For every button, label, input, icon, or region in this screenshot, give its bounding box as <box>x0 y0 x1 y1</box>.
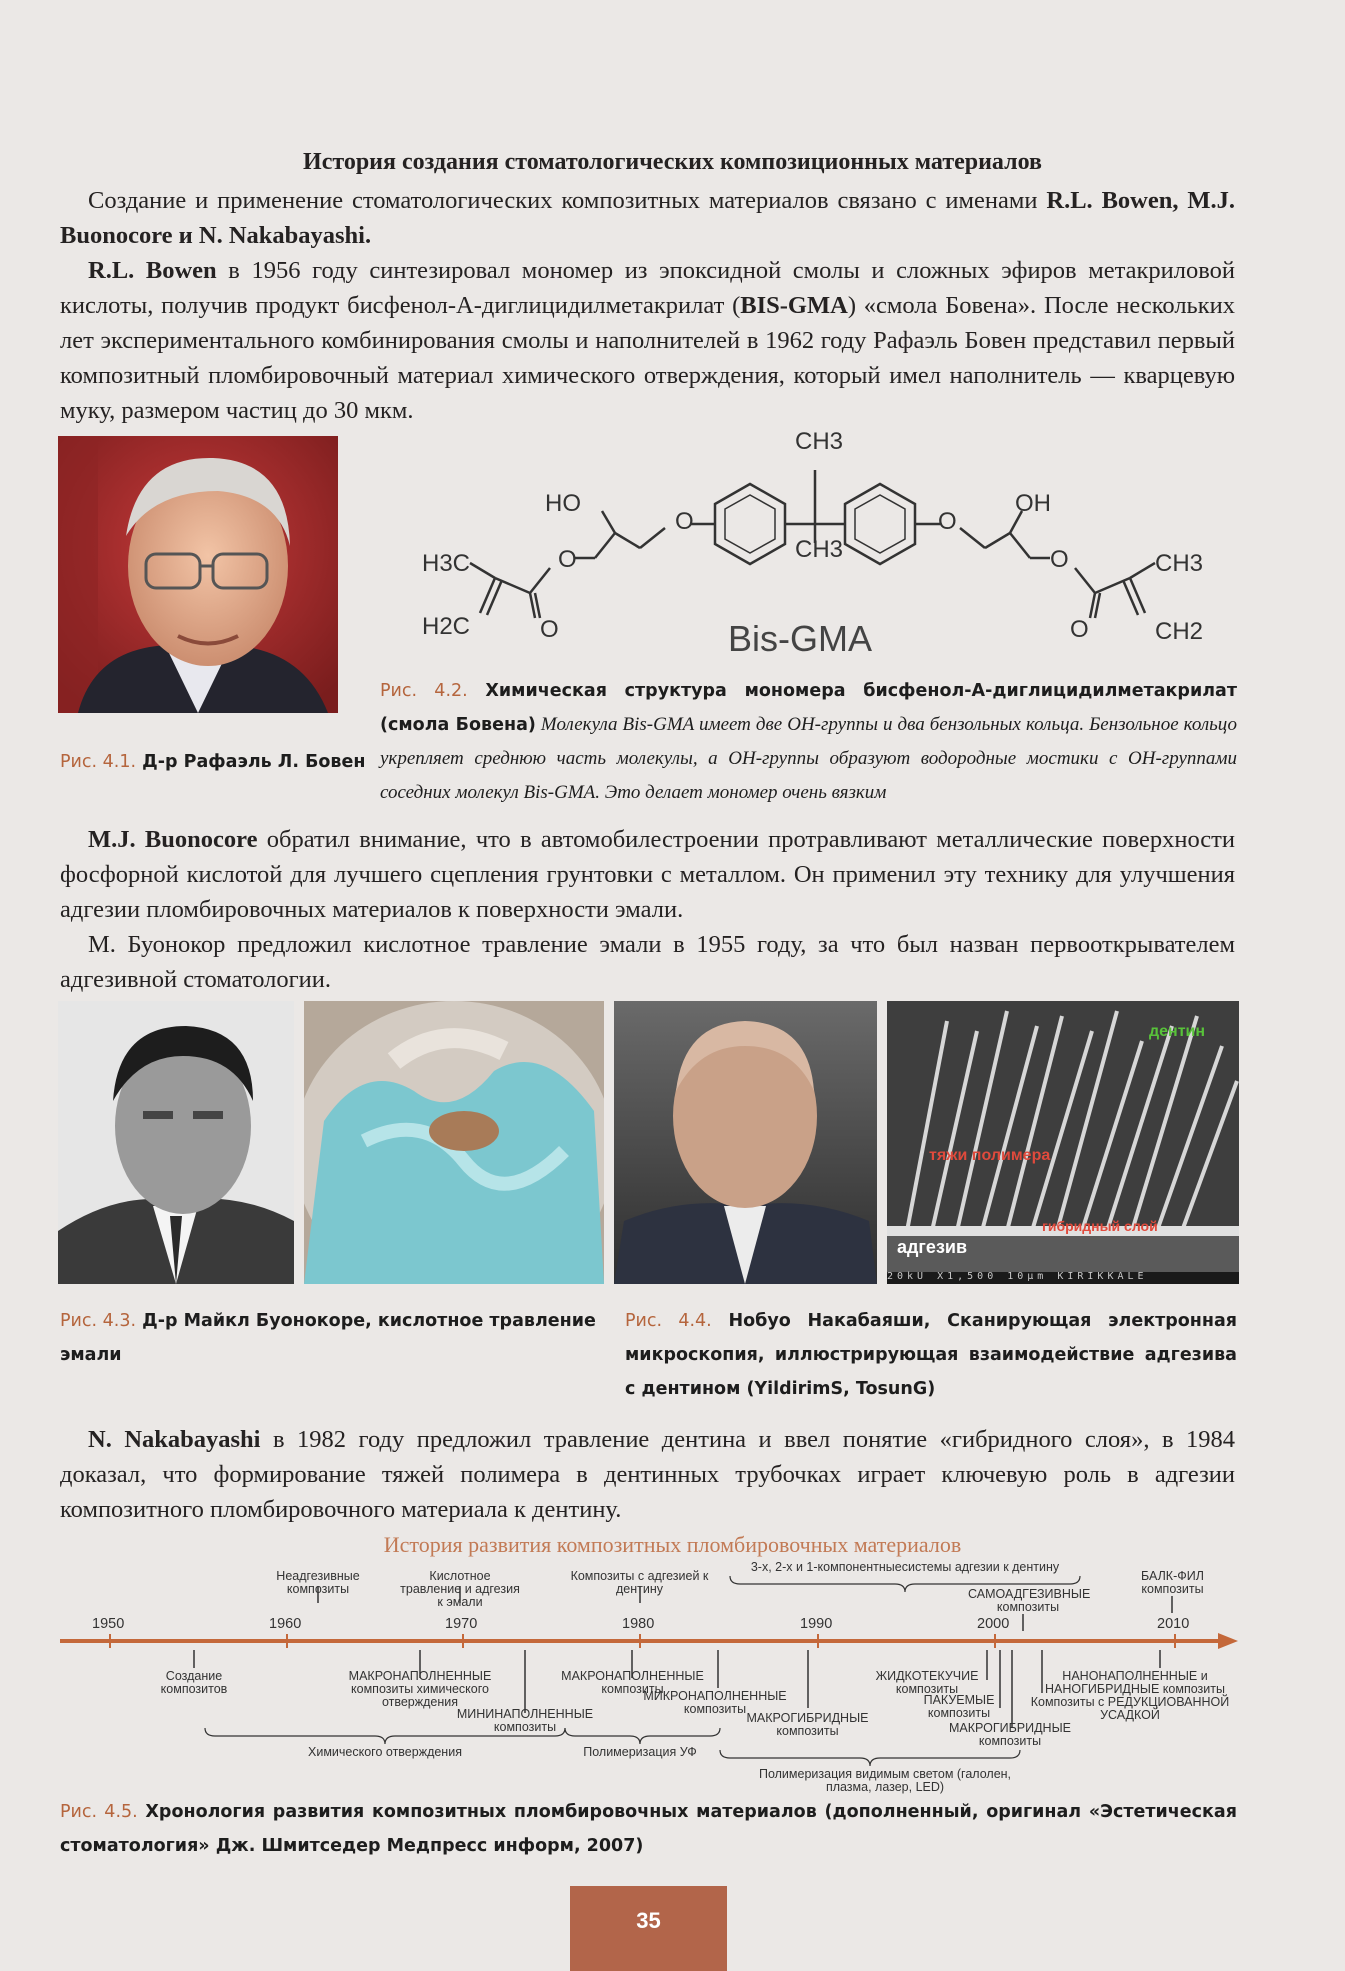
year-1960: 1960 <box>269 1616 302 1632</box>
tl-selfadhesive: САМОАДГЕЗИВНЫЕ композиты <box>968 1587 1091 1614</box>
buonocore-paragraph-2: М. Буонокор предложил кислотное травление эмали в 1955 году, за что был назван первооткрывателем адгезивной стоматологии. <box>60 931 1235 993</box>
ch3-mid: CH3 <box>795 536 844 563</box>
timeline-title: История развития композитных пломбировочных материалов <box>383 1532 962 1557</box>
tl-nano: НАНОНАПОЛНЕННЫЕ и НАНОГИБРИДНЫЕ композиты <box>1045 1669 1225 1696</box>
tl-etching: Кислотное травление и адгезия к эмали <box>400 1569 520 1609</box>
timeline-figure <box>0 1528 1345 1794</box>
o-ester-left: O <box>558 546 577 573</box>
sem-image <box>887 1001 1239 1284</box>
fig41-text: Д-р Рафаэль Л. Бовен <box>136 752 366 772</box>
fig42-italic: Молекула Bis-GMA имеет две ОН-группы и два бензольных кольца. Бензольное кольцо укрепляет среднюю часть молекулы, а ОН-группы образуют водородные мостики с ОН-группами соседних молекул Bis-GMA. Это делает мономер очень вязким <box>380 714 1238 803</box>
nakabayashi-paragraph <box>60 1422 1235 1527</box>
tl-micro: МИКРОНАПОЛНЕННЫЕ композиты <box>643 1689 787 1716</box>
sem-hybrid-label: гибридный слой <box>1042 1218 1158 1234</box>
o-carbonyl-right: O <box>1070 616 1089 643</box>
year-1990: 1990 <box>800 1616 833 1632</box>
tl-bulkfill: БАЛК-ФИЛ композиты <box>1141 1569 1204 1596</box>
section-heading: История создания стоматологических композиционных материалов <box>303 149 1042 175</box>
fig44-label: Рис. 4.4. <box>625 1311 712 1331</box>
bowen-text: в 1956 году синтезировал мономер из эпоксидной смолы и сложных эфиров метакриловой кислоты, получив продукт бисфенол-А-диглицидилметакрилат ( <box>60 257 1235 319</box>
sem-tags-label: тяжи полимера <box>929 1147 1051 1164</box>
buonocore-paragraph <box>60 822 1235 927</box>
year-2000: 2000 <box>977 1616 1010 1632</box>
buonocore-text: обратил внимание, что в автомобилестроении протравливают металлические поверхности фосфорной кислотой для лучшего сцепления грунтовки с металлом. Он применил эту технику для улучшения адгезии пломбировочных материалов к поверхности эмали. <box>60 826 1235 923</box>
tl-reduced: Композиты с РЕДУКЦИОВАННОЙ УСАДКОЙ <box>1030 1695 1230 1722</box>
year-1950: 1950 <box>92 1616 125 1632</box>
fig44-text: Нобуо Накабаяши, Сканирующая электронная микроскопия, иллюстрирующая взаимодействие адгезива с дентином (YildirimS, TosunG) <box>625 1311 1237 1399</box>
o-left: O <box>675 508 694 535</box>
h2c-label: H2C <box>422 613 471 640</box>
page-number: 35 <box>570 1886 727 1971</box>
year-2010: 2010 <box>1157 1616 1190 1632</box>
tl-nonadhesive: Неадгезивные композиты <box>276 1569 360 1596</box>
sem-dentin-label: дентин <box>1149 1023 1206 1040</box>
tl-chemcure: Химического отверждения <box>308 1745 462 1759</box>
buonocore-photo <box>58 1001 294 1284</box>
o-ester-right: O <box>1050 546 1069 573</box>
o-right: O <box>938 508 957 535</box>
nakabayashi-name: N. Nakabayashi <box>88 1426 261 1453</box>
fig45-caption <box>60 1795 1237 1863</box>
tl-systems: 3-х, 2-х и 1-компонентныесистемы адгезии к дентину <box>750 1560 1060 1574</box>
tl-macro-chem: МАКРОНАПОЛНЕННЫЕ композиты химического отверждения <box>348 1669 492 1709</box>
tl-creation: Создание композитов <box>160 1669 228 1696</box>
enamel-etching-photo <box>304 1001 604 1284</box>
fig43-text: Д-р Майкл Буонокоре, кислотное травление эмали <box>60 1311 596 1365</box>
bis-gma-name: Bis-GMA <box>728 618 872 659</box>
buonocore-name: M.J. Buonocore <box>88 826 258 853</box>
ch2-label: CH2 <box>1155 618 1204 645</box>
h3c-label: H3C <box>422 550 471 577</box>
intro-names: R.L. Bowen, M.J. Buonocore и N. Nakabayashi. <box>60 187 1235 249</box>
year-1980: 1980 <box>622 1616 655 1632</box>
oh-label: OH <box>1015 490 1051 517</box>
bowen-paragraph <box>60 253 1235 428</box>
fig41-caption <box>60 745 365 779</box>
tl-uv: Полимеризация УФ <box>583 1745 697 1759</box>
sem-adhesive-label: адгезив <box>897 1237 968 1257</box>
tl-light: Полимеризация видимым светом (галолен, плазма, лазер, LED) <box>758 1767 1012 1794</box>
intro-paragraph <box>60 183 1235 253</box>
fig42-caption <box>380 674 1237 810</box>
fig43-caption <box>60 1304 605 1372</box>
intro-text: Создание и применение стоматологических композитных материалов связано с именами <box>88 187 1038 214</box>
nakabayashi-text: в 1982 году предложил травление дентина и ввел понятие «гибридного слоя», в 1984 доказал, что формирование тяжей полимера в дентинных трубочках играет ключевую роль в адгезии композитного пломбировочного материала к дентину. <box>60 1426 1236 1523</box>
bowen-name: R.L. Bowen <box>88 257 217 284</box>
fig43-label: Рис. 4.3. <box>60 1311 137 1331</box>
bowen-text-2: ) «смола Бовена». После нескольких лет экспериментального комбинирования смолы и наполнителей в 1962 году Рафаэль Бовен представил первый композитный пломбировочный материал химического отверждения, который имел наполнитель — кварцевую муку, размером частиц до 30 мкм. <box>60 292 1235 424</box>
fig41-label: Рис. 4.1. <box>60 752 137 772</box>
ho-label: HO <box>545 490 581 517</box>
fig45-label: Рис. 4.5. <box>60 1802 138 1822</box>
tl-microhybrid: МАКРОГИБРИДНЫЕ композиты <box>949 1721 1071 1748</box>
ch3-top: CH3 <box>795 428 844 455</box>
nakabayashi-photo <box>614 1001 877 1284</box>
tl-flowable: ЖИДКОТЕКУЧИЕ композиты <box>875 1669 979 1696</box>
sem-scale-bar: 20kU X1,500 10µm KIRIKKALE <box>887 1271 1148 1282</box>
tl-adhesion-dentin: Композиты с адгезией к дентину <box>570 1569 709 1596</box>
fig45-text: Хронология развития композитных пломбировочных материалов (дополненный, оригинал «Эстетическая стоматология» Дж. Шмитседер Медпресс информ, 2007) <box>60 1802 1237 1856</box>
bis-gma-abbr: BIS-GMA <box>740 292 848 319</box>
tl-macro: МАКРОНАПОЛНЕННЫЕ композиты <box>561 1669 704 1696</box>
fig44-caption <box>625 1304 1237 1406</box>
tl-macrohybrid: МАКРОГИБРИДНЫЕ композиты <box>746 1711 869 1738</box>
fig42-label: Рис. 4.2. <box>380 681 468 701</box>
tl-packable: ПАКУЕМЫЕ композиты <box>923 1693 995 1720</box>
ch3-right: CH3 <box>1155 550 1204 577</box>
bowen-photo <box>58 436 338 713</box>
bis-gma-structure <box>410 428 1240 668</box>
tl-mini: МИНИНАПОЛНЕННЫЕ композиты <box>456 1707 594 1734</box>
o-carbonyl-left: O <box>540 616 559 643</box>
fig42-bold: Химическая структура мономера бисфенол-А-диглицидилметакрилат (смола Бовена) <box>380 681 1237 735</box>
year-1970: 1970 <box>445 1616 478 1632</box>
